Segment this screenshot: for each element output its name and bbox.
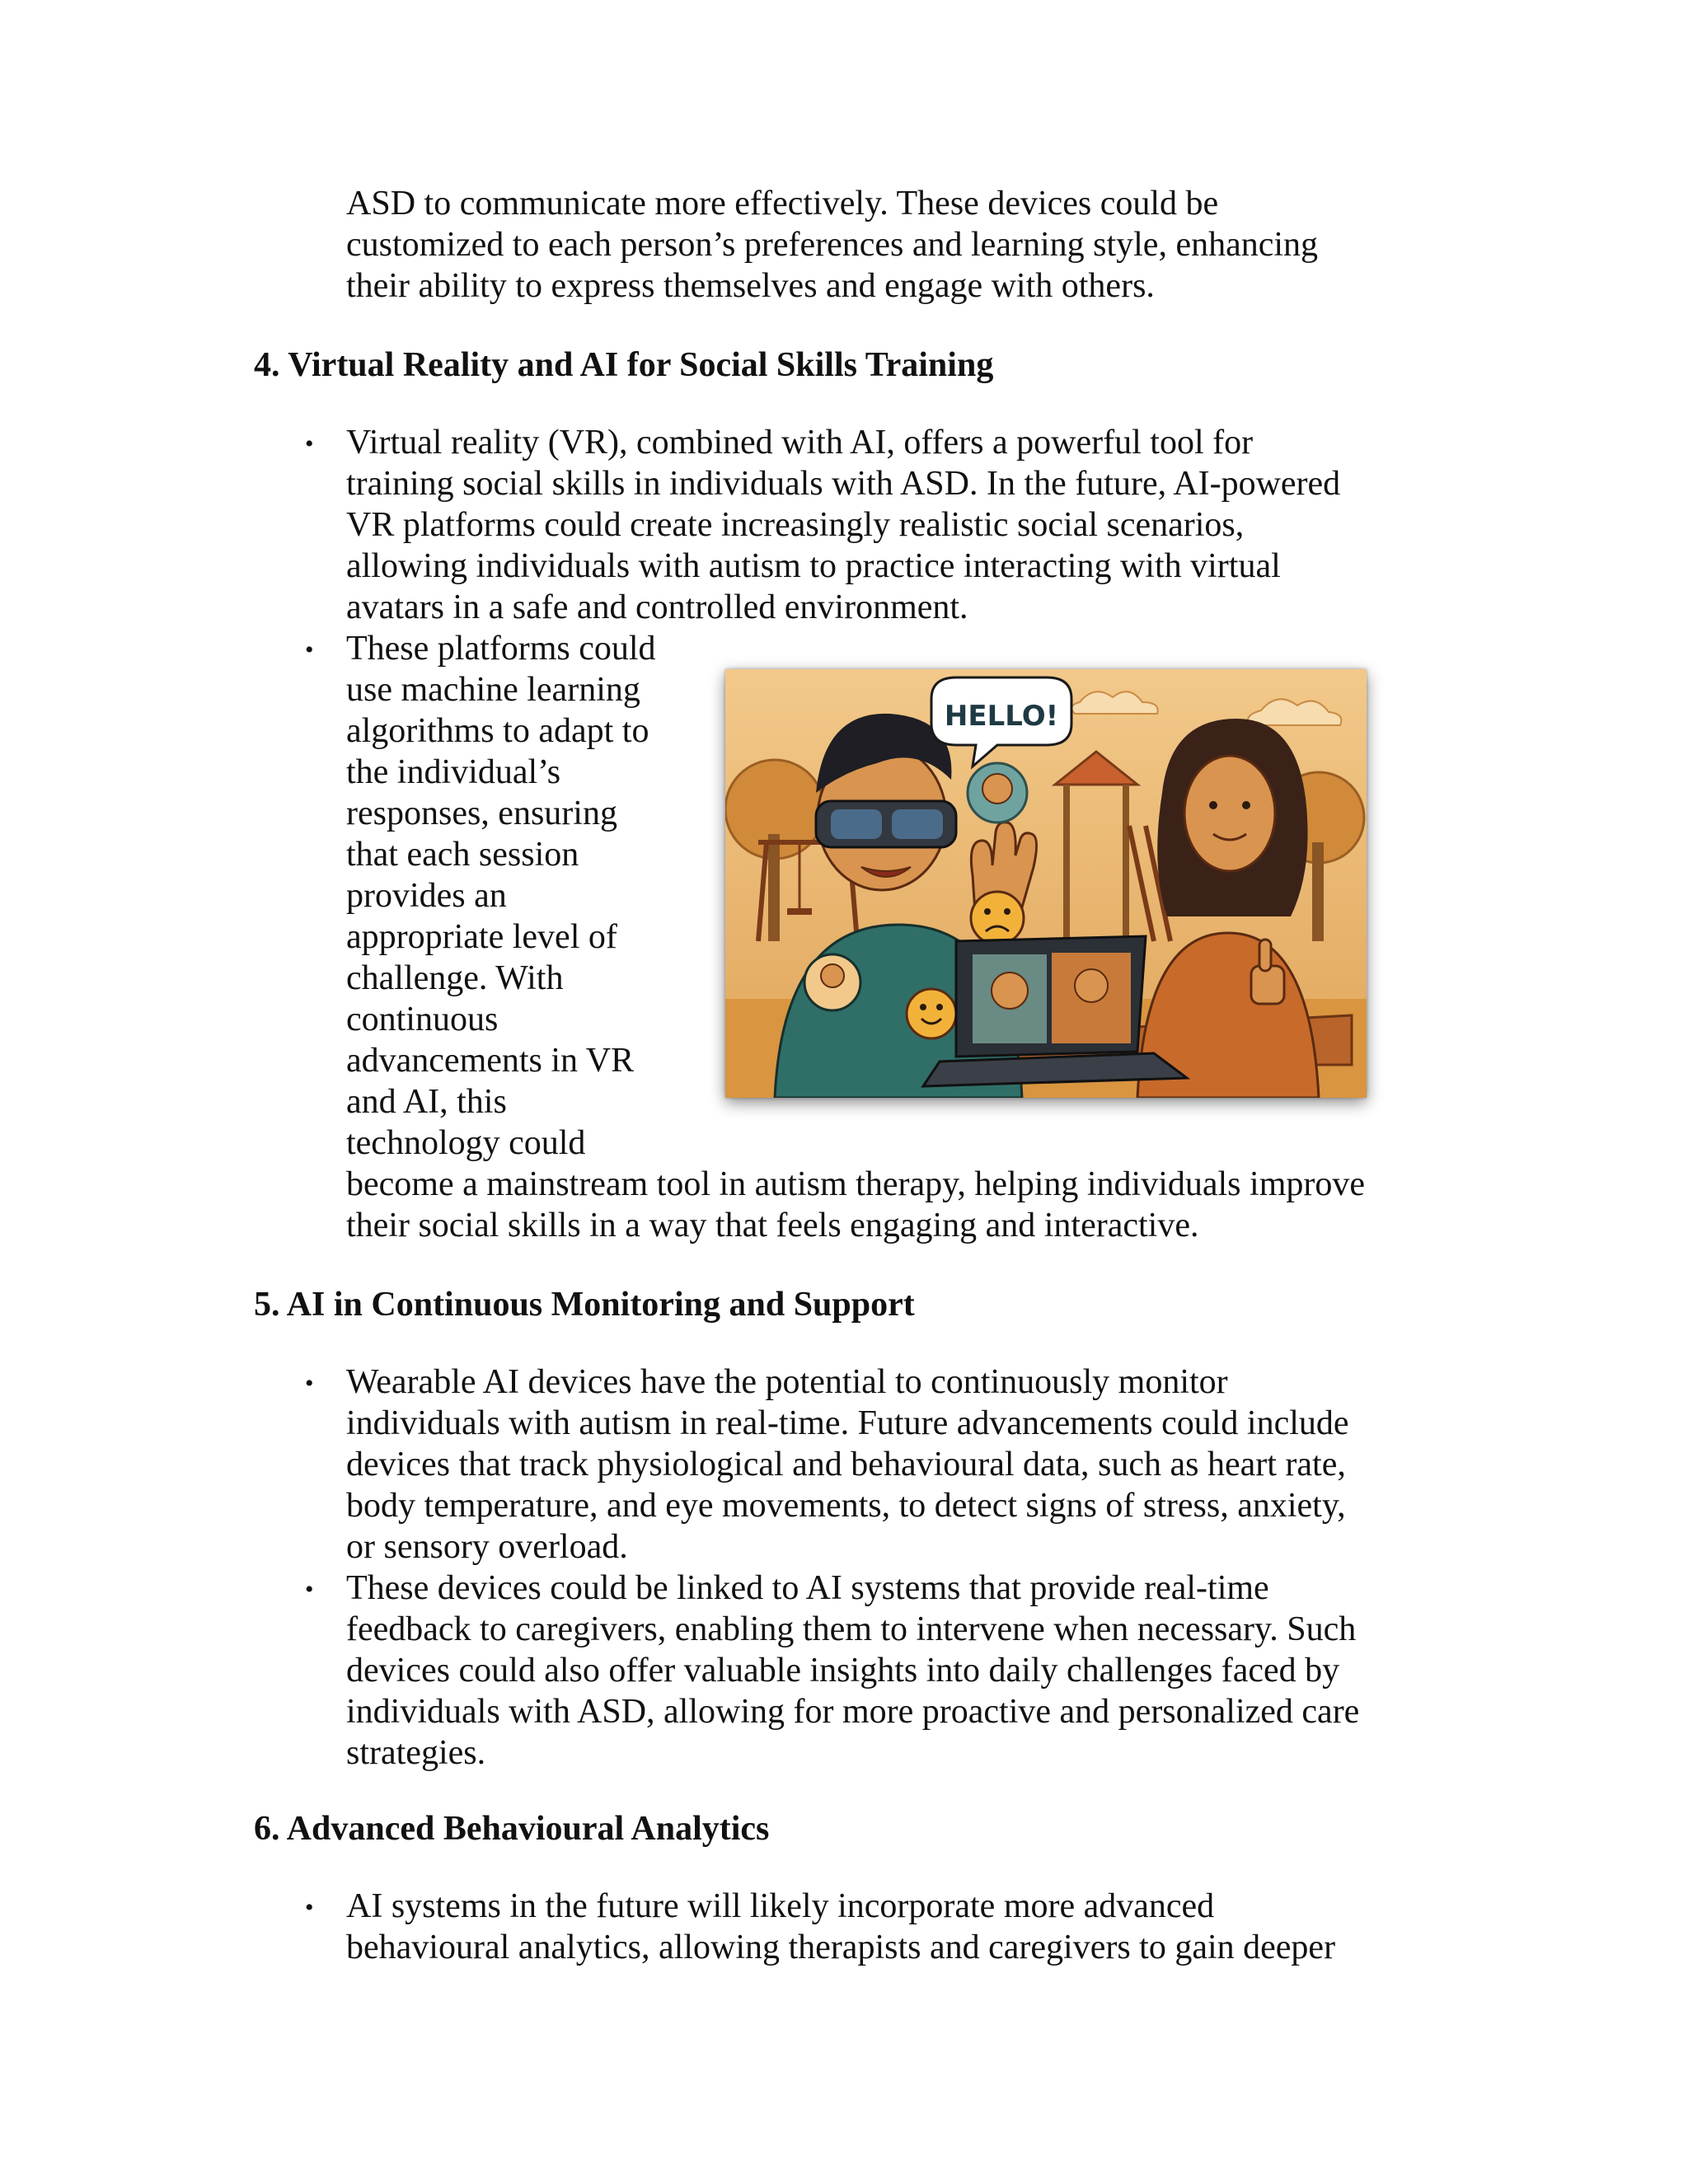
vr-social-skills-illustration [725,669,1367,1098]
text-line: strategies. [346,1734,486,1772]
text-line: behavioural analytics, allowing therapists and caregivers to gain deeper [346,1929,1336,1966]
bullet-dot: • [305,1576,314,1603]
text-line: individuals with autism in real-time. Future advancements could include [346,1404,1349,1442]
text-line: customized to each person’s preferences and learning style, enhancing [346,226,1319,264]
text-line: Wearable AI devices have the potential to continuously monitor [346,1363,1228,1401]
text-line: or sensory overload. [346,1528,628,1566]
text-line: body temperature, and eye movements, to detect signs of stress, anxiety, [346,1487,1346,1525]
text-line: technology could [346,1124,586,1162]
text-line: use machine learning [346,671,640,709]
text-line: their social skills in a way that feels engaging and interactive. [346,1207,1199,1244]
section-heading: 5. AI in Continuous Monitoring and Support [254,1286,915,1324]
text-line: individuals with ASD, allowing for more proactive and personalized care [346,1693,1360,1731]
bullet-dot: • [305,1370,314,1397]
text-line: VR platforms could create increasingly realistic social scenarios, [346,506,1245,544]
text-line: the individual’s [346,753,561,791]
text-line: AI systems in the future will likely incorporate more advanced [346,1887,1215,1925]
bullet-dot: • [305,636,314,663]
text-line: feedback to caregivers, enabling them to intervene when necessary. Such [346,1610,1357,1648]
text-line: avatars in a safe and controlled environment. [346,588,968,626]
text-line: devices could also offer valuable insights into daily challenges faced by [346,1652,1340,1690]
text-line: that each session [346,836,579,874]
text-line: training social skills in individuals with ASD. In the future, AI-powered [346,465,1341,503]
text-line: responses, ensuring [346,794,617,832]
text-line: appropriate level of [346,918,617,956]
text-line: Virtual reality (VR), combined with AI, offers a powerful tool for [346,424,1254,462]
text-line: continuous [346,1001,499,1038]
bullet-dot: • [305,430,314,457]
text-line: their ability to express themselves and engage with others. [346,267,1155,305]
text-line: These platforms could [346,630,656,668]
section-heading: 6. Advanced Behavioural Analytics [254,1810,770,1848]
section-heading: 4. Virtual Reality and AI for Social Skills Training [254,346,994,384]
text-line: ASD to communicate more effectively. These devices could be [346,185,1219,223]
bullet-dot: • [305,1894,314,1921]
speech-bubble-text: HELLO! [944,700,1059,733]
text-line: advancements in VR [346,1042,635,1080]
text-line: devices that track physiological and behavioural data, such as heart rate, [346,1446,1346,1483]
text-line: algorithms to adapt to [346,712,649,750]
text-line: allowing individuals with autism to practice interacting with virtual [346,547,1281,585]
text-line: become a mainstream tool in autism therapy, helping individuals improve [346,1165,1365,1203]
text-line: provides an [346,877,507,915]
text-line: challenge. With [346,959,564,997]
text-line: These devices could be linked to AI systems that provide real-time [346,1569,1269,1607]
text-line: and AI, this [346,1083,507,1121]
